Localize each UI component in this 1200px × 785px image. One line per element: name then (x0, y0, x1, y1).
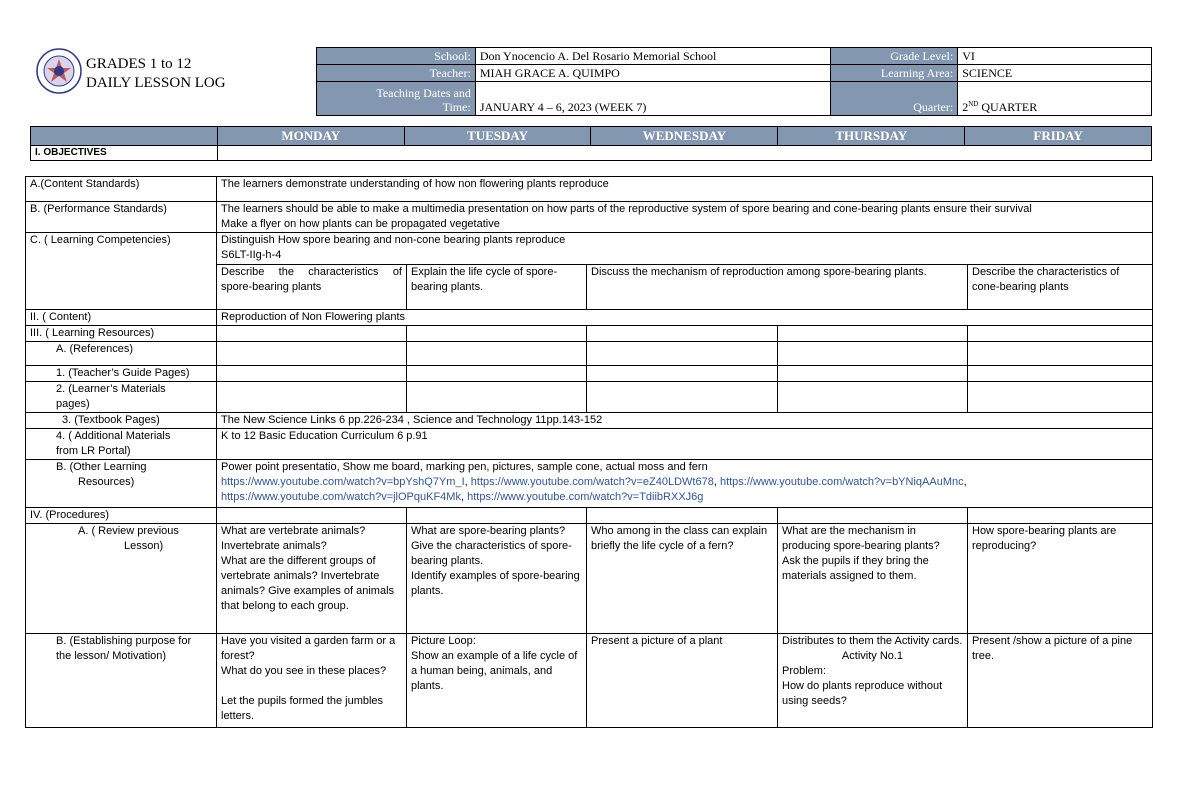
empty-cell (587, 326, 778, 342)
review-mon-line3: What are the different groups of vertebrate animals? Invertebrate animals? Give examples of animals that belong to each group. (221, 555, 395, 612)
other-materials-text: Power point presentatio, Show me board, marking pen, pictures, sample cone, actual moss and fern (221, 461, 708, 473)
purpose-thu-line1: Distributes to them the Activity cards. (782, 635, 963, 647)
objectives-label: I. OBJECTIVES (31, 146, 218, 161)
learning-area-label: Learning Area: (831, 65, 958, 82)
grade-level-label: Grade Level: (831, 48, 958, 65)
empty-cell (778, 382, 968, 413)
other-resources-text: Power point presentatio, Show me board, marking pen, pictures, sample cone, actual moss and fern https://www.youtube.com/watch?v=bpYshQ7Ym_I, https://www.youtube.com/watch?v=eZ40LDWt678, https://www.youtube.com/watch?v=bYNiqAAuMnc, https://www.youtube.com/watch?v=jlOPquKF4Mk, https://www.youtube.com/watch?v=TdiibRXXJ6g (217, 460, 1153, 508)
purpose-tuesday (407, 634, 587, 728)
title-grades: GRADES 1 to 12 (86, 56, 192, 72)
additional-line2: from LR Portal) (56, 445, 131, 457)
youtube-link-2[interactable]: https://www.youtube.com/watch?v=eZ40LDWt678 (470, 476, 714, 488)
teacher-value: MIAH GRACE A. QUIMPO (475, 65, 831, 82)
empty-cell (968, 326, 1153, 342)
review-tue-line2: Give the characteristics of spore-bearing plants. (411, 540, 572, 567)
purpose-mon-line3: Let the pupils formed the jumbles letters. (221, 695, 384, 722)
empty-cell (587, 508, 778, 524)
review-tue-line1: What are spore-bearing plants? (411, 525, 566, 537)
additional-line1: 4. ( Additional Materials (56, 430, 171, 442)
empty-cell (778, 366, 968, 382)
learner-materials-line2: pages) (56, 398, 90, 410)
references-label: A. (References) (26, 342, 217, 366)
purpose-thu-line2: Activity No.1 (841, 650, 904, 662)
procedures-label: IV. (Procedures) (26, 508, 217, 524)
teacher-label: Teacher: (317, 65, 476, 82)
purpose-monday (217, 634, 407, 728)
performance-line2: Make a flyer on how plants can be propagated vegetative (221, 218, 500, 230)
content-text: Reproduction of Non Flowering plants (217, 310, 1153, 326)
review-line1: A. ( Review previous (78, 525, 179, 537)
competencies-text (217, 233, 1153, 265)
performance-standards-text (217, 202, 1153, 233)
review-thursday (778, 524, 968, 634)
empty-cell (217, 382, 407, 413)
day-monday: MONDAY (217, 127, 404, 146)
day-wednesday: WEDNESDAY (591, 127, 778, 146)
learner-materials-line1: 2. (Learner’s Materials (56, 383, 166, 395)
competency-tuesday: Explain the life cycle of spore-bearing plants. (407, 265, 587, 310)
review-tue-line3: Identify examples of spore-bearing plants. (411, 570, 580, 597)
other-line1: B. (Other Learning (56, 461, 147, 473)
quarter-label: Quarter: (831, 82, 958, 116)
purpose-line1: B. (Establishing purpose for (56, 635, 192, 647)
other-resources-label (26, 460, 217, 508)
empty-cell (968, 366, 1153, 382)
additional-materials-label (26, 429, 217, 460)
review-friday: How spore-bearing plants are reproducing? (968, 524, 1153, 634)
review-thu-line2: Ask the pupils if they bring the materials assigned to them. (782, 555, 929, 582)
other-line2: Resources) (78, 476, 135, 488)
empty-cell (778, 342, 968, 366)
empty-cell (587, 382, 778, 413)
day-header-table (30, 126, 1152, 161)
empty-cell (217, 366, 407, 382)
purpose-mon-line2: What do you see in these places? (221, 665, 387, 677)
dates-label-line1: Teaching Dates and (376, 86, 471, 100)
review-tuesday (407, 524, 587, 634)
empty-cell (407, 508, 587, 524)
content-standards-text: The learners demonstrate understanding of how non flowering plants reproduce (217, 177, 1153, 202)
corner-cell (31, 127, 218, 146)
empty-cell (587, 342, 778, 366)
purpose-label (26, 634, 217, 728)
purpose-line2: the lesson/ Motivation) (56, 650, 167, 662)
empty-cell (968, 382, 1153, 413)
review-thu-line1: What are the mechanism in producing spore-bearing plants? (782, 525, 940, 552)
day-thursday: THURSDAY (778, 127, 965, 146)
empty-cell (217, 508, 407, 524)
learner-materials-label (26, 382, 217, 413)
header-info-table (316, 47, 1152, 116)
empty-cell (217, 326, 407, 342)
competencies-code: S6LT-IIg-h-4 (221, 249, 282, 261)
dates-value: JANUARY 4 – 6, 2023 (WEEK 7) (475, 82, 831, 116)
competencies-label: C. ( Learning Competencies) (26, 233, 217, 310)
quarter-value (958, 82, 1152, 116)
review-monday (217, 524, 407, 634)
dates-label (317, 82, 476, 116)
purpose-thursday (778, 634, 968, 728)
empty-cell (778, 326, 968, 342)
additional-materials-text: K to 12 Basic Education Curriculum 6 p.91 (217, 429, 1153, 460)
empty-cell (407, 366, 587, 382)
purpose-tue-line2: Show an example of a life cycle of a human being, animals, and plants. (411, 650, 578, 692)
title-daily-lesson-log: DAILY LESSON LOG (86, 75, 226, 91)
purpose-friday: Present /show a picture of a pine tree. (968, 634, 1153, 728)
competency-friday: Describe the characteristics of cone-bearing plants (968, 265, 1153, 310)
purpose-wednesday: Present a picture of a plant (587, 634, 778, 728)
textbook-text: The New Science Links 6 pp.226-234 , Science and Technology 11pp.143-152 (217, 413, 1153, 429)
school-label: School: (317, 48, 476, 65)
day-friday: FRIDAY (965, 127, 1152, 146)
content-label: II. ( Content) (26, 310, 217, 326)
deped-seal-icon (36, 48, 82, 94)
empty-cell (217, 342, 407, 366)
review-wednesday: Who among in the class can explain briefly the life cycle of a fern? (587, 524, 778, 634)
purpose-thu-line4: How do plants reproduce without using seeds? (782, 680, 943, 707)
review-line2: Lesson) (124, 540, 164, 552)
empty-cell (968, 342, 1153, 366)
youtube-link-5[interactable]: https://www.youtube.com/watch?v=TdiibRXXJ6g (467, 491, 704, 503)
content-standards-label: A.(Content Standards) (26, 177, 217, 202)
dates-label-line2: Time: (442, 100, 471, 114)
quarter-text: QUARTER (978, 100, 1038, 114)
performance-standards-label: B. (Performance Standards) (26, 202, 217, 233)
teacher-guide-label: 1. (Teacher’s Guide Pages) (26, 366, 217, 382)
quarter-number: 2 (962, 100, 969, 114)
grade-level-value: VI (958, 48, 1152, 65)
performance-line1: The learners should be able to make a multimedia presentation on how parts of the reproductive system of spore bearing and cone-bearing plants ensure their survival (221, 203, 1032, 215)
school-value: Don Ynocencio A. Del Rosario Memorial School (475, 48, 831, 65)
competencies-line1: Distinguish How spore bearing and non-cone bearing plants reproduce (221, 234, 566, 246)
empty-cell (778, 508, 968, 524)
resources-label: III. ( Learning Resources) (26, 326, 217, 342)
purpose-thu-line3: Problem: (782, 665, 827, 677)
youtube-link-1[interactable]: https://www.youtube.com/watch?v=bpYshQ7Ym_I (221, 476, 465, 488)
day-tuesday: TUESDAY (404, 127, 591, 146)
competency-monday: Describe the characteristics of spore-bearing plants (217, 265, 407, 310)
learning-area-value: SCIENCE (958, 65, 1152, 82)
textbook-label: 3. (Textbook Pages) (26, 413, 217, 429)
empty-cell (587, 366, 778, 382)
review-mon-line1: What are vertebrate animals? (221, 525, 366, 537)
empty-cell (407, 342, 587, 366)
empty-cell (968, 508, 1153, 524)
lesson-log-table (25, 176, 1153, 728)
purpose-mon-line1: Have you visited a garden farm or a forest? (221, 635, 396, 662)
youtube-link-4[interactable]: https://www.youtube.com/watch?v=jlOPquKF4Mk (221, 491, 461, 503)
competency-wed-thu: Discuss the mechanism of reproduction among spore-bearing plants. (587, 265, 968, 310)
review-mon-line2: Invertebrate animals? (221, 540, 327, 552)
empty-cell (407, 382, 587, 413)
youtube-link-3[interactable]: https://www.youtube.com/watch?v=bYNiqAAuMnc (719, 476, 964, 488)
review-label (26, 524, 217, 634)
objectives-empty (217, 146, 1151, 161)
quarter-suffix: ND (968, 100, 979, 108)
empty-cell (407, 326, 587, 342)
purpose-tue-line1: Picture Loop: (411, 635, 476, 647)
